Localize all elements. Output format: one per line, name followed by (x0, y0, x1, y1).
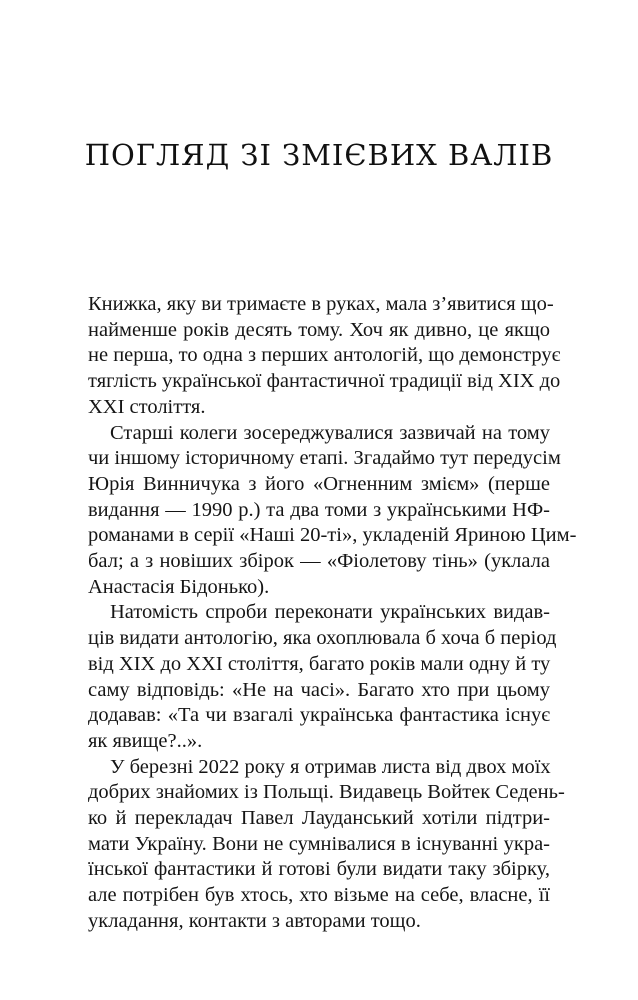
text-line: ців видати антологію, яка охоплювала б хоча б період (88, 627, 557, 650)
paragraph-1 (88, 292, 561, 421)
text-line: як явище?..». (88, 729, 203, 752)
text-line: XXI століття. (88, 395, 206, 418)
text-line: Натомість спроби переконати українських видав- (110, 601, 550, 624)
text-line: романами в серії «Наші 20-ті», укладеній Яриною Цим- (88, 524, 577, 547)
paragraph-2 (88, 421, 577, 601)
text-line: від XIX до XXI століття, багато років мали одну й ту (88, 652, 551, 675)
text-line: мати Україну. Вони не сумнівалися в існуванні укра- (88, 832, 550, 855)
text-line: Книжка, яку ви тримаєте в руках, мала з’явитися що- (88, 293, 554, 315)
paragraph-3 (88, 600, 557, 754)
text-line: їнської фантастики й готові були видати таку збірку, (88, 858, 550, 881)
text-line: укладання, контакти з авторами тощо. (88, 909, 421, 932)
text-line: чи іншому історичному етапі. Згадаймо тут передусім (88, 447, 561, 470)
text-line: видання — 1990 р.) та два томи з українськими НФ- (88, 498, 550, 521)
text-line: Анастасія Бідонько). (88, 575, 270, 598)
text-line: найменше років десять тому. Хоч як дивно, це якщо (88, 318, 550, 341)
text-line: У березні 2022 року я отримав листа від двох моїх (110, 755, 551, 778)
text-line: саму відповідь: «Не на часі». Багато хто при цьому (88, 678, 550, 701)
text-line: добрих знайомих із Польщі. Видавець Войтек Седень- (88, 781, 565, 804)
text-line: бал; а з новіших збірок — «Фіолетову тінь» (уклала (88, 550, 550, 573)
text-line: додавав: «Та чи взагалі українська фантастика існує (88, 704, 550, 727)
text-line: Старші колеги зосереджувалися зазвичай на тому (110, 421, 550, 444)
paragraph-4 (88, 755, 565, 935)
text-line: Юрія Винничука з його «Огненним змієм» (перше (88, 472, 550, 495)
text-line: тяглість української фантастичної традиції від XIX до (88, 370, 561, 393)
text-line: не перша, то одна з перших антологій, що демонструє (88, 344, 561, 367)
body-text (88, 292, 577, 935)
text-line: але потрібен був хтось, хто візьме на себе, власне, її (88, 884, 550, 907)
text-line: ко й перекладач Павел Лауданський хотіли підтри- (88, 807, 550, 830)
chapter-title: ПОГЛЯД ЗІ ЗМІЄВИХ ВАЛІВ (84, 138, 554, 172)
